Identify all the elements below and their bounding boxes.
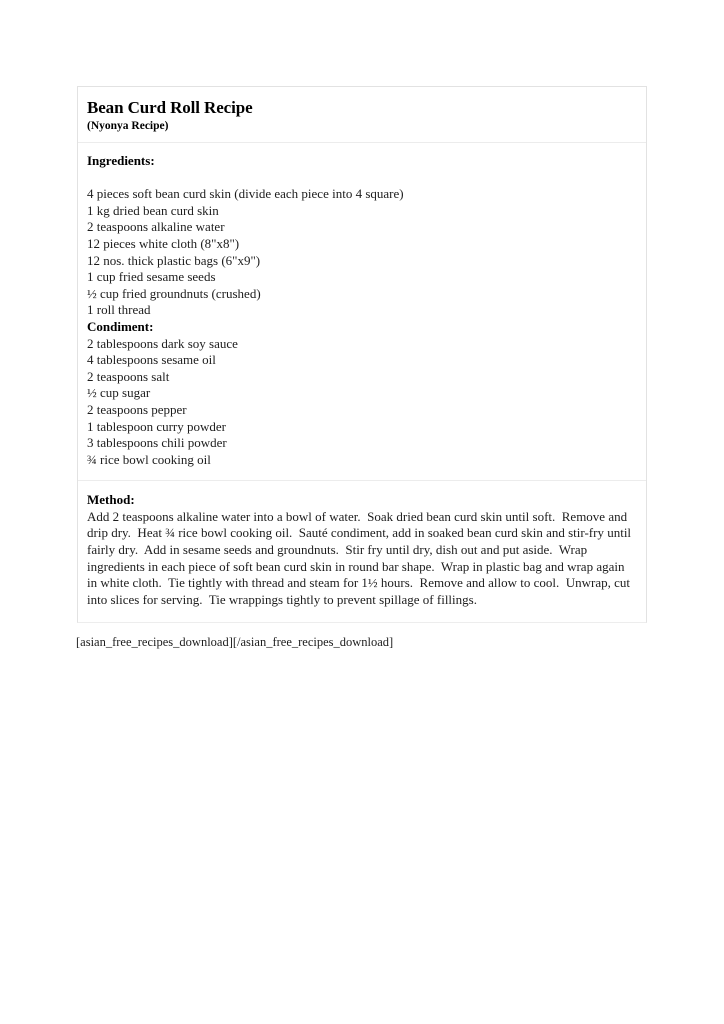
list-item: 3 tablespoons chili powder xyxy=(87,435,227,451)
recipe-title: Bean Curd Roll Recipe xyxy=(87,98,253,117)
ingredients-list xyxy=(87,186,637,319)
recipe-card xyxy=(77,86,647,623)
condiment-heading: Condiment: xyxy=(87,318,154,334)
list-item: ¾ rice bowl cooking oil xyxy=(87,451,211,467)
list-item: 2 teaspoons salt xyxy=(87,368,170,384)
list-item: ½ cup sugar xyxy=(87,385,151,401)
list-item: ½ cup fried groundnuts (crushed) xyxy=(87,285,261,301)
condiment-list xyxy=(87,336,637,469)
list-item: 12 nos. thick plastic bags (6"x9") xyxy=(87,252,261,268)
list-item: 2 tablespoons dark soy sauce xyxy=(87,335,238,351)
spacer-line xyxy=(87,170,637,187)
recipe-subtitle: (Nyonya Recipe) xyxy=(87,120,169,132)
list-item: 1 tablespoon curry powder xyxy=(87,418,226,434)
list-item: 2 teaspoons alkaline water xyxy=(87,219,225,235)
list-item: 1 kg dried bean curd skin xyxy=(87,202,219,218)
download-shortcode: [asian_free_recipes_download][/asian_free_recipes_download] xyxy=(76,635,394,649)
method-section xyxy=(78,481,646,622)
list-item: 4 tablespoons sesame oil xyxy=(87,352,216,368)
ingredients-section xyxy=(78,143,646,481)
list-item: 4 pieces soft bean curd skin (divide each piece into 4 square) xyxy=(87,186,404,202)
recipe-header-section xyxy=(78,87,646,143)
method-heading: Method: xyxy=(87,492,135,508)
list-item: 2 teaspoons pepper xyxy=(87,401,187,417)
method-text: Add 2 teaspoons alkaline water into a bowl of water. Soak dried bean curd skin until soft. Remove and drip dry. Heat ¾ rice bowl cooking oil. Sauté condiment, add in soaked bean curd skin and stir-fry until fairly dry. Add in sesame seeds and groundnuts. Stir fry until dry, dish out and put aside. Wrap ingredients in each piece of soft bean curd skin in round bar shape. Wrap in plastic bag and wrap again in white cloth. Tie tightly with thread and steam for 1½ hours. Remove and allow to cool. Unwrap, cut into slices for serving. Tie wrappings tightly to prevent spillage of fillings. xyxy=(87,508,635,607)
list-item: 1 cup fried sesame seeds xyxy=(87,269,216,285)
list-item: 12 pieces white cloth (8"x8") xyxy=(87,235,240,251)
list-item: 1 roll thread xyxy=(87,302,151,318)
ingredients-heading: Ingredients: xyxy=(87,153,155,168)
